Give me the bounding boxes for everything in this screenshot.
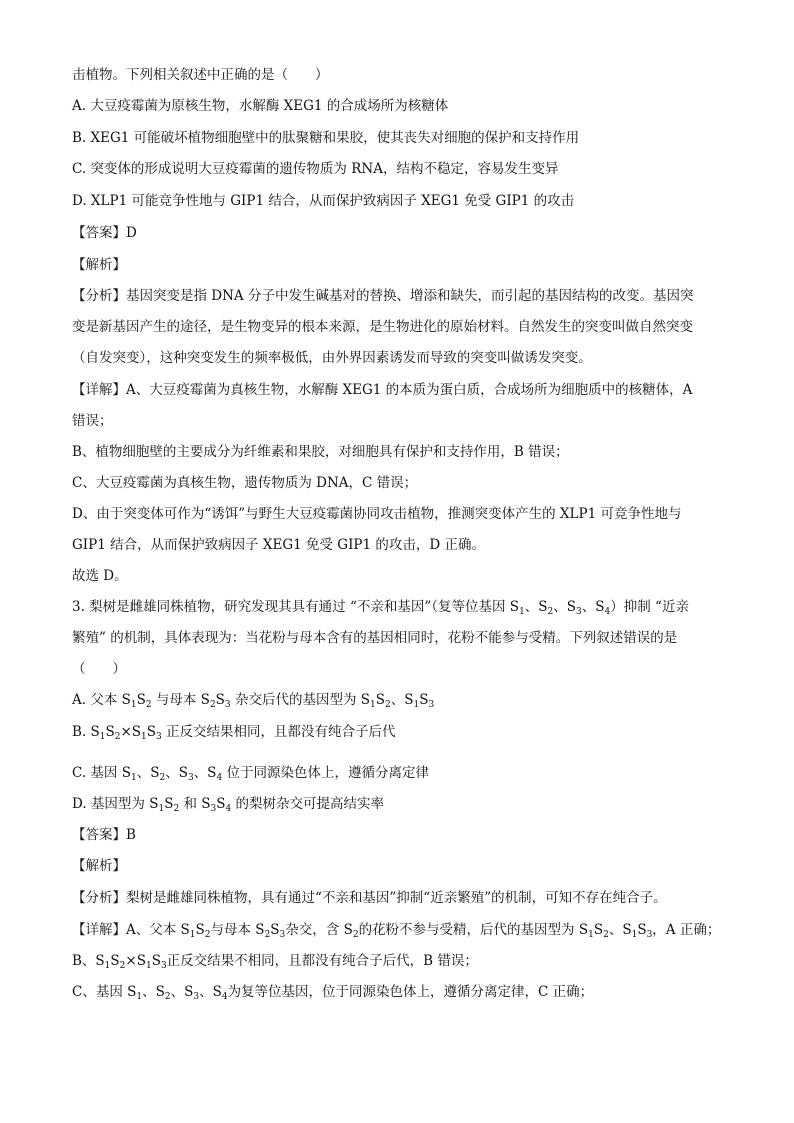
text-line: C、基因 $S_1$、$S_2$、$S_3$、$S_4$为复等位基因，位于同源染色体上，遵循分离定律，C 正确； bbox=[72, 984, 594, 1002]
text-line: 变是新基因产生的途径，是生物变异的根本来源，是生物进化的原始材料。自然发生的突变叫做自然突变 bbox=[72, 319, 693, 335]
option-d: D. 基因型为 $S_1S_2$ 和 $S_3S_4$ 的梨树杂交可提高结实率 bbox=[72, 796, 385, 814]
question-3-stem: 3. 梨树是雌雄同株植物，研究发现其具有通过 “不亲和基因”（复等位基因 $S_1$、$S_2$、$S_3$、$S_4$）抑制 “近亲 bbox=[72, 599, 689, 617]
option-b: B. $S_1S_2\times S_1S_3$ 正反交结果相同，且都没有纯合子后代 bbox=[72, 724, 396, 742]
question-3-stem: （ ） bbox=[72, 661, 126, 677]
option-c: C. 突变体的形成说明大豆疫霉菌的遗传物质为 RNA，结构不稳定，容易发生变异 bbox=[72, 161, 559, 177]
answer-label: 【答案】D bbox=[72, 225, 137, 241]
text-line: 【详解】A、父本 $S_1S_2$与母本 $S_2S_3$杂交，含 $S_2$的花粉不参与受精，后代的基因型为 $S_1S_2$、$S_1S_3$，A 正确； bbox=[72, 922, 721, 940]
option-d: D. XLP1 可能竞争性地与 GIP1 结合，从而保护致病因子 XEG1 免受 GIP1 的攻击 bbox=[72, 193, 575, 209]
text-line: D、由于突变体可作为“诱饵”与野生大豆疫霉菌协同攻击植物，推测突变体产生的 XLP1 可竞争性地与 bbox=[72, 506, 682, 522]
text-line: 错误； bbox=[72, 413, 113, 429]
text-line: （自发突变），这种突变发生的频率极低，由外界因素诱发而导致的突变叫做诱发突变。 bbox=[72, 350, 592, 366]
text-line: B、植物细胞壁的主要成分为纤维素和果胶，对细胞具有保护和支持作用，B 错误； bbox=[72, 444, 569, 460]
text-line: 击植物。下列相关叙述中正确的是（ ） bbox=[72, 67, 329, 83]
text-line: B、$S_1S_2\times S_1S_3$正反交结果不相同，且都没有纯合子后代，B 错误； bbox=[72, 953, 478, 971]
option-c: C. 基因 $S_1$、$S_2$、$S_3$、$S_4$ 位于同源染色体上，遵循分离定律 bbox=[72, 765, 429, 783]
text-line: C、大豆疫霉菌为真核生物，遗传物质为 DNA，C 错误； bbox=[72, 475, 418, 491]
option-b: B. XEG1 可能破坏植物细胞壁中的肽聚糖和果胶，使其丧失对细胞的保护和支持作用 bbox=[72, 130, 580, 146]
question-3-stem: 繁殖” 的机制，具体表现为：当花粉与母本含有的基因相同时，花粉不能参与受精。下列叙述错误的是 bbox=[72, 630, 678, 646]
text-line: 故选 D。 bbox=[72, 568, 128, 584]
analysis-label: 【解析】 bbox=[72, 257, 126, 273]
text-line: 【分析】梨树是雌雄同株植物，具有通过“不亲和基因”抑制“近亲繁殖”的机制，可知不存在纯合子。 bbox=[72, 890, 667, 906]
option-a: A. 大豆疫霉菌为原核生物，水解酶 XEG1 的合成场所为核糖体 bbox=[72, 98, 449, 114]
option-a: A. 父本 $S_1S_2$ 与母本 $S_2S_3$ 杂交后代的基因型为 $S_1S_2$、$S_1S_3$ bbox=[72, 692, 435, 710]
text-line: 【分析】基因突变是指 DNA 分子中发生碱基对的替换、增添和缺失，而引起的基因结构的改变。基因突 bbox=[72, 288, 694, 304]
text-line: GIP1 结合，从而保护致病因子 XEG1 免受 GIP1 的攻击，D 正确。 bbox=[72, 537, 485, 553]
text-line: 【详解】A、大豆疫霉菌为真核生物，水解酶 XEG1 的本质为蛋白质，合成场所为细胞质中的核糖体，A bbox=[72, 382, 693, 398]
answer-label: 【答案】B bbox=[72, 827, 136, 843]
analysis-label: 【解析】 bbox=[72, 858, 126, 874]
